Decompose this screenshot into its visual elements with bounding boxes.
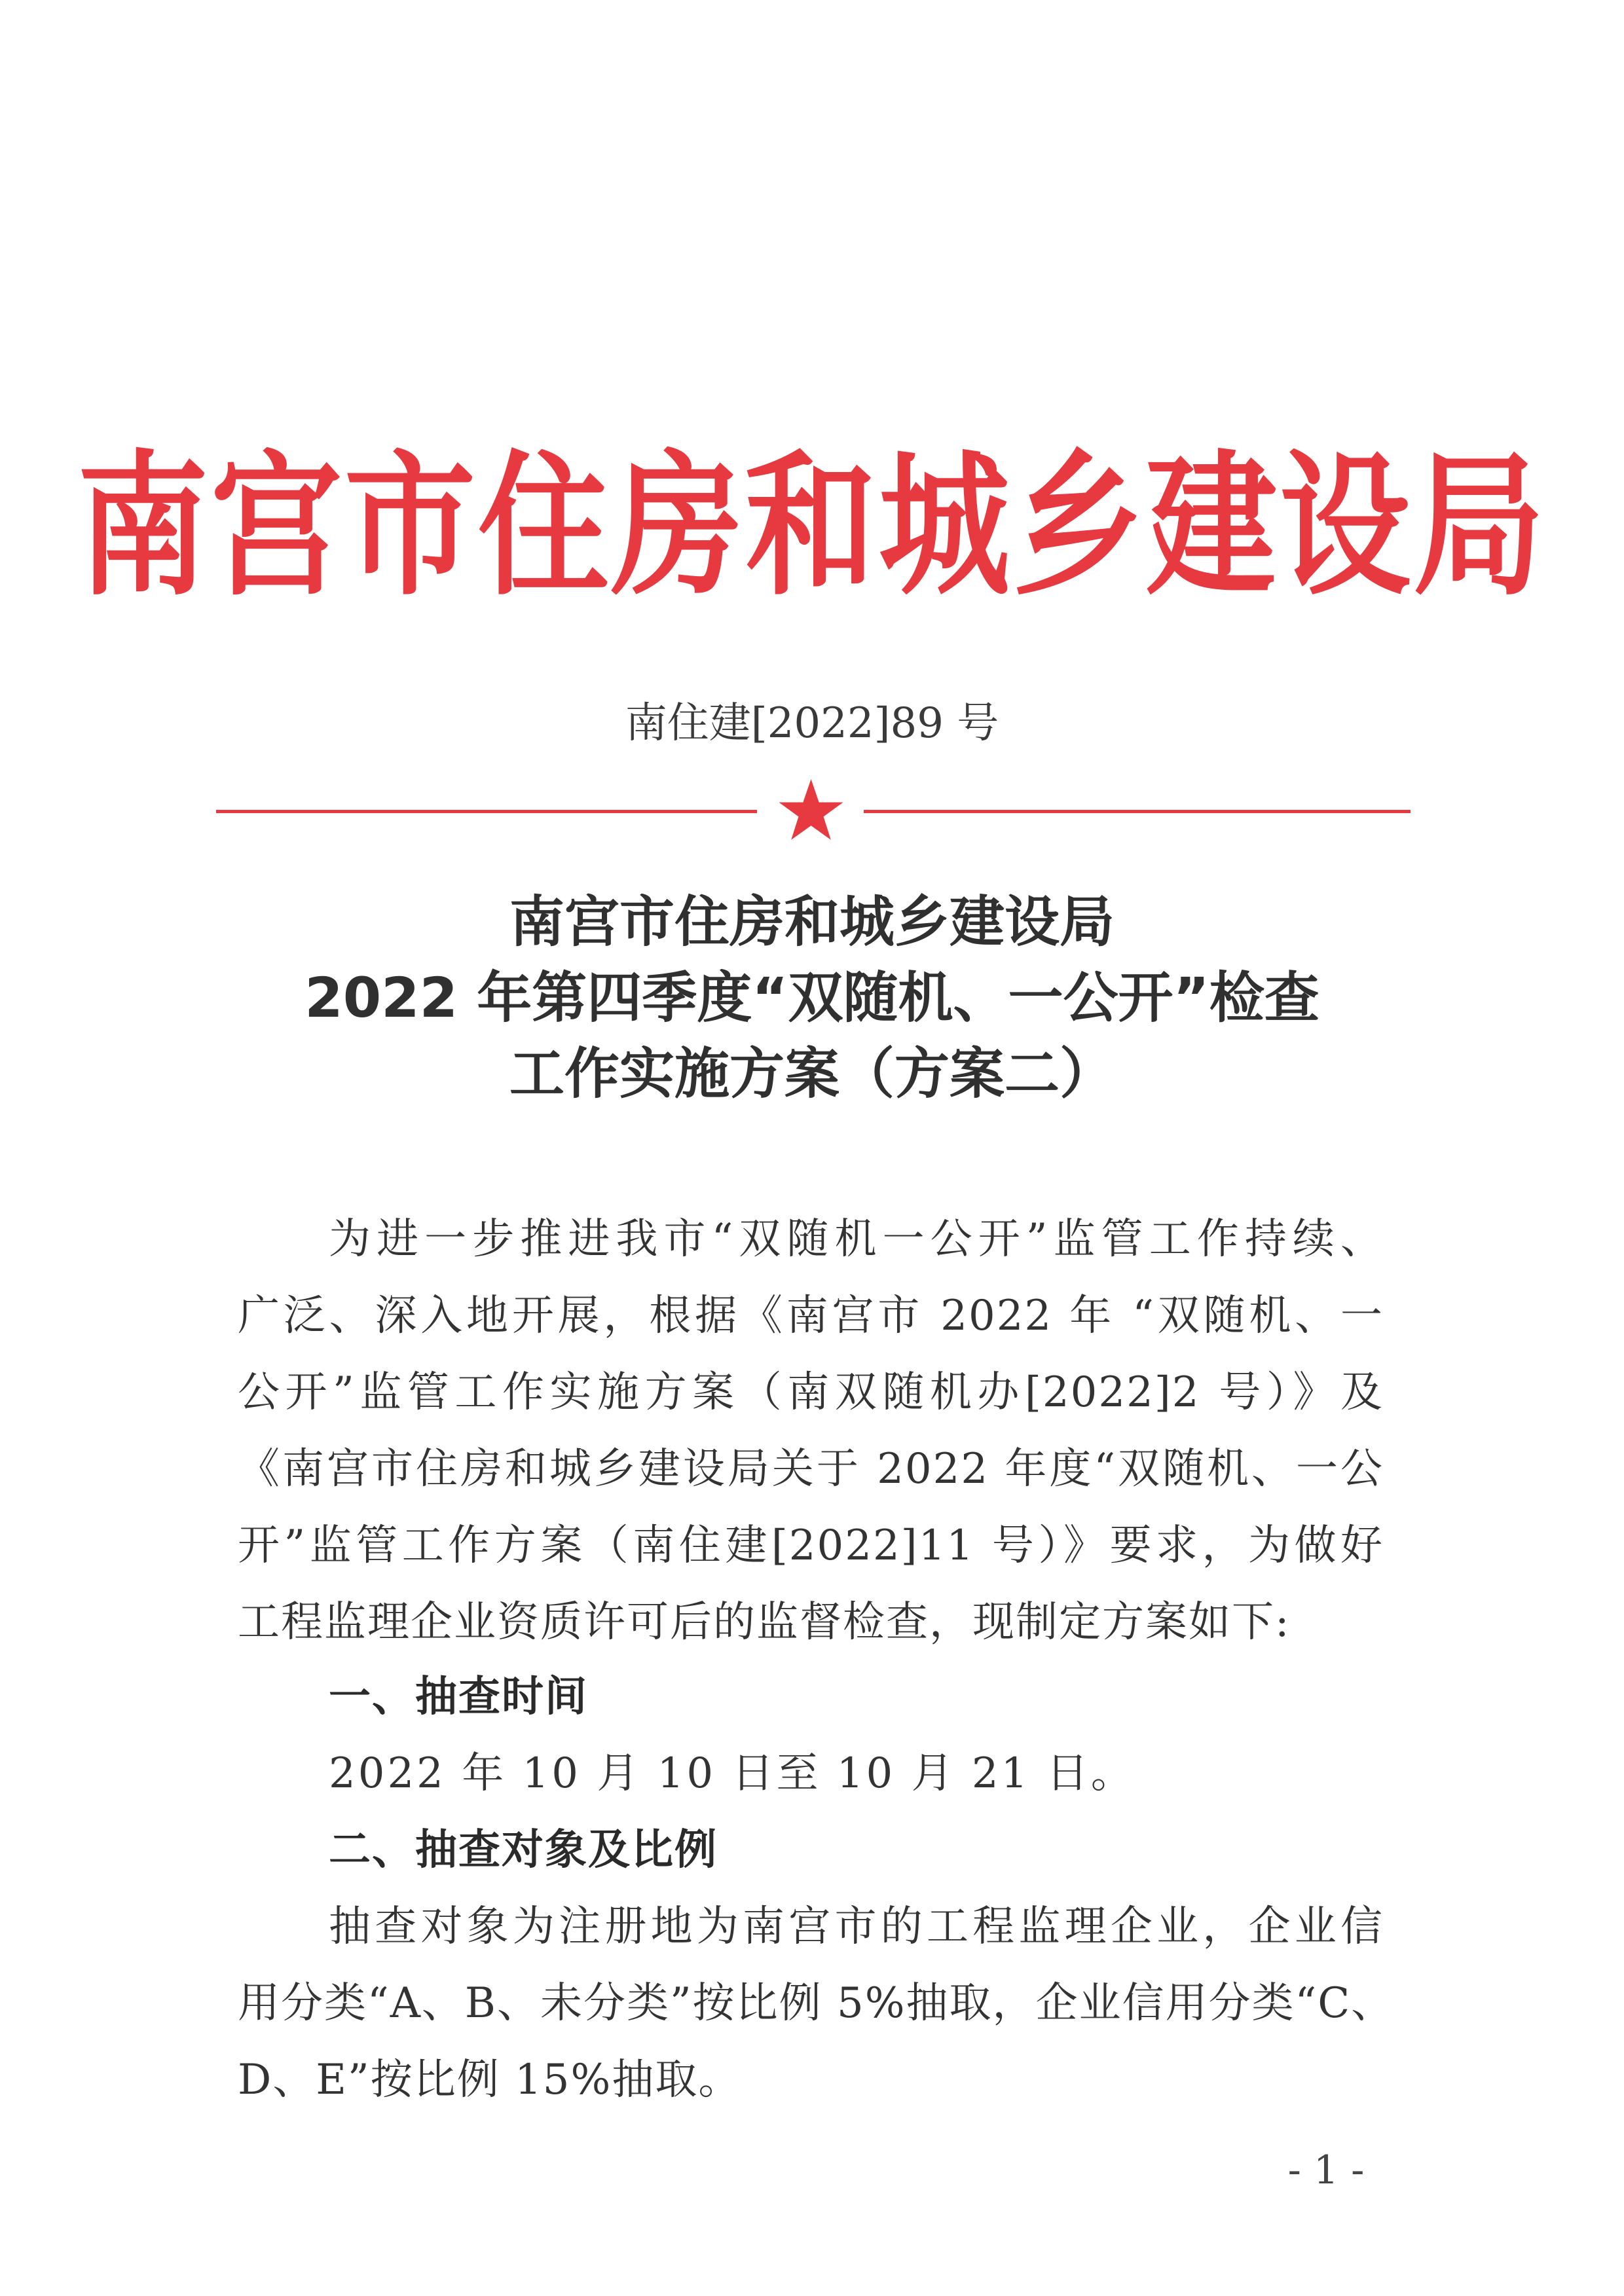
- intro-line: 工程监理企业资质许可后的监督检查，现制定方案如下:: [238, 1598, 1291, 1647]
- section-1-text: 2022 年 10 月 10 日至 10 月 21 日。: [329, 1749, 1135, 1798]
- header-rule-right: [864, 810, 1411, 813]
- section-1-heading: 一、抽查时间: [329, 1673, 588, 1721]
- intro-line: 《南宫市住房和城乡建设局关于 2022 年度“双随机、一公: [238, 1445, 1384, 1493]
- document-title-line-2: 2022 年第四季度“双随机、一公开”检查: [304, 966, 1320, 1030]
- intro-line: 开”监管工作方案（南住建[2022]11 号）》要求，为做好: [238, 1522, 1384, 1570]
- star-icon: [777, 778, 845, 845]
- section-2-line: 抽查对象为注册地为南宫市的工程监理企业，企业信: [329, 1903, 1384, 1951]
- document-title-line-3: 工作实施方案（方案二）: [509, 1042, 1115, 1106]
- org-header-title: 南宫市住房和城乡建设局: [77, 437, 1547, 617]
- section-2-line: 用分类“A、B、未分类”按比例 5%抽取，企业信用分类“C、: [238, 1979, 1395, 2028]
- document-title-line-1: 南宫市住房和城乡建设局: [509, 890, 1115, 954]
- page-number: - 1 -: [1287, 2147, 1365, 2193]
- intro-line: 公开”监管工作实施方案（南双随机办[2022]2 号）》及: [238, 1368, 1384, 1417]
- intro-line: 广泛、深入地开展，根据《南宫市 2022 年 “双随机、一: [238, 1292, 1384, 1340]
- section-2-line: D、E”按比例 15%抽取。: [238, 2056, 742, 2104]
- intro-line: 为进一步推进我市“双随机一公开”监管工作持续、: [329, 1215, 1384, 1264]
- document-number: 南住建[2022]89 号: [625, 699, 999, 748]
- section-2-heading: 二、抽查对象及比例: [329, 1826, 718, 1874]
- header-rule-left: [216, 810, 757, 813]
